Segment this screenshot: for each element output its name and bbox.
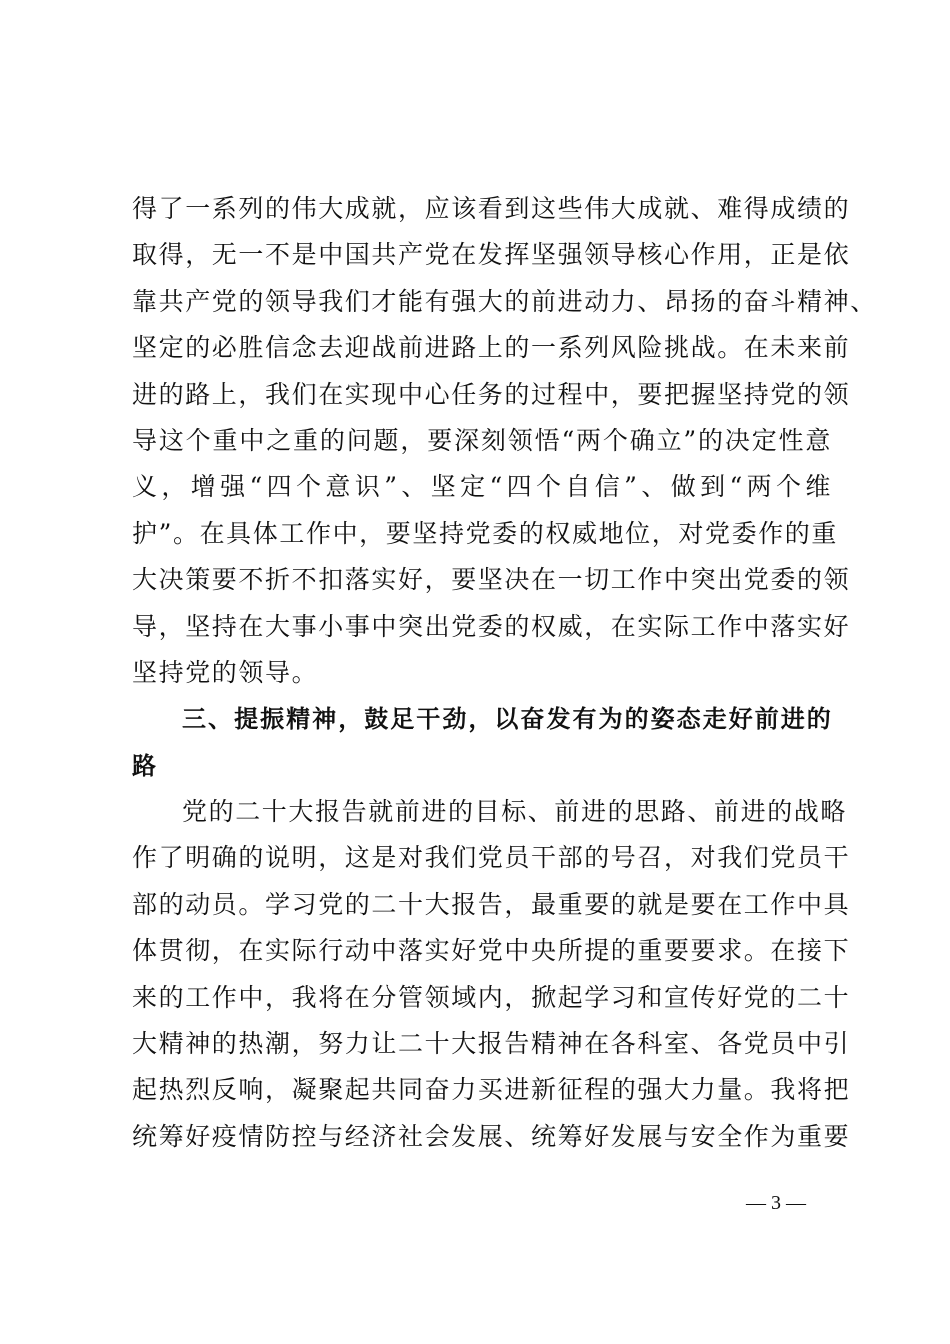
paragraph-line: 护”。在具体工作中，要坚持党委的权威地位，对党委作的重 <box>132 518 838 548</box>
document-body <box>132 186 877 1160</box>
paragraph-line: 大精神的热潮，努力让二十大报告精神在各科室、各党员中引 <box>132 1029 851 1059</box>
paragraph-line: 靠共产党的领导我们才能有强大的前进动力、昂扬的奋斗精神、 <box>132 286 877 316</box>
paragraph-line: 取得，无一不是中国共产党在发挥坚强领导核心作用，正是依 <box>132 240 851 270</box>
paragraph-line: 义，增强“四个意识”、坚定“四个自信”、做到“两个维 <box>132 472 832 502</box>
section-heading-continuation: 路 <box>132 751 158 780</box>
paragraph-line: 党的二十大报告就前进的目标、前进的思路、前进的战略 <box>182 797 848 827</box>
paragraph-line: 坚持党的领导。 <box>132 657 319 687</box>
paragraph-line: 统筹好疫情防控与经济社会发展、统筹好发展与安全作为重要 <box>132 1121 851 1151</box>
paragraph-line: 来的工作中，我将在分管领域内，掀起学习和宣传好党的二十 <box>132 982 851 1012</box>
paragraph-line: 作了明确的说明，这是对我们党员干部的号召，对我们党员干 <box>132 843 851 873</box>
paragraph-line: 大决策要不折不扣落实好，要坚决在一切工作中突出党委的领 <box>132 565 851 595</box>
section-heading: 三、提振精神，鼓足干劲，以奋发有为的姿态走好前进的 <box>182 705 832 734</box>
paragraph-line: 进的路上，我们在实现中心任务的过程中，要把握坚持党的领 <box>132 379 851 409</box>
paragraph-line: 坚定的必胜信念去迎战前进路上的一系列风险挑战。在未来前 <box>132 333 851 363</box>
page-number: — 3 — <box>746 1192 806 1214</box>
paragraph-line: 导这个重中之重的问题，要深刻领悟“两个确立”的决定性意 <box>132 425 832 455</box>
paragraph-line: 部的动员。学习党的二十大报告，最重要的就是要在工作中具 <box>132 889 851 919</box>
paragraph-line: 起热烈反响，凝聚起共同奋力买进新征程的强大力量。我将把 <box>132 1075 851 1105</box>
paragraph-line: 体贯彻，在实际行动中落实好党中央所提的重要要求。在接下 <box>132 936 851 966</box>
paragraph-line: 导，坚持在大事小事中突出党委的权威，在实际工作中落实好 <box>132 611 851 641</box>
paragraph-line: 得了一系列的伟大成就，应该看到这些伟大成就、难得成绩的 <box>132 194 851 223</box>
